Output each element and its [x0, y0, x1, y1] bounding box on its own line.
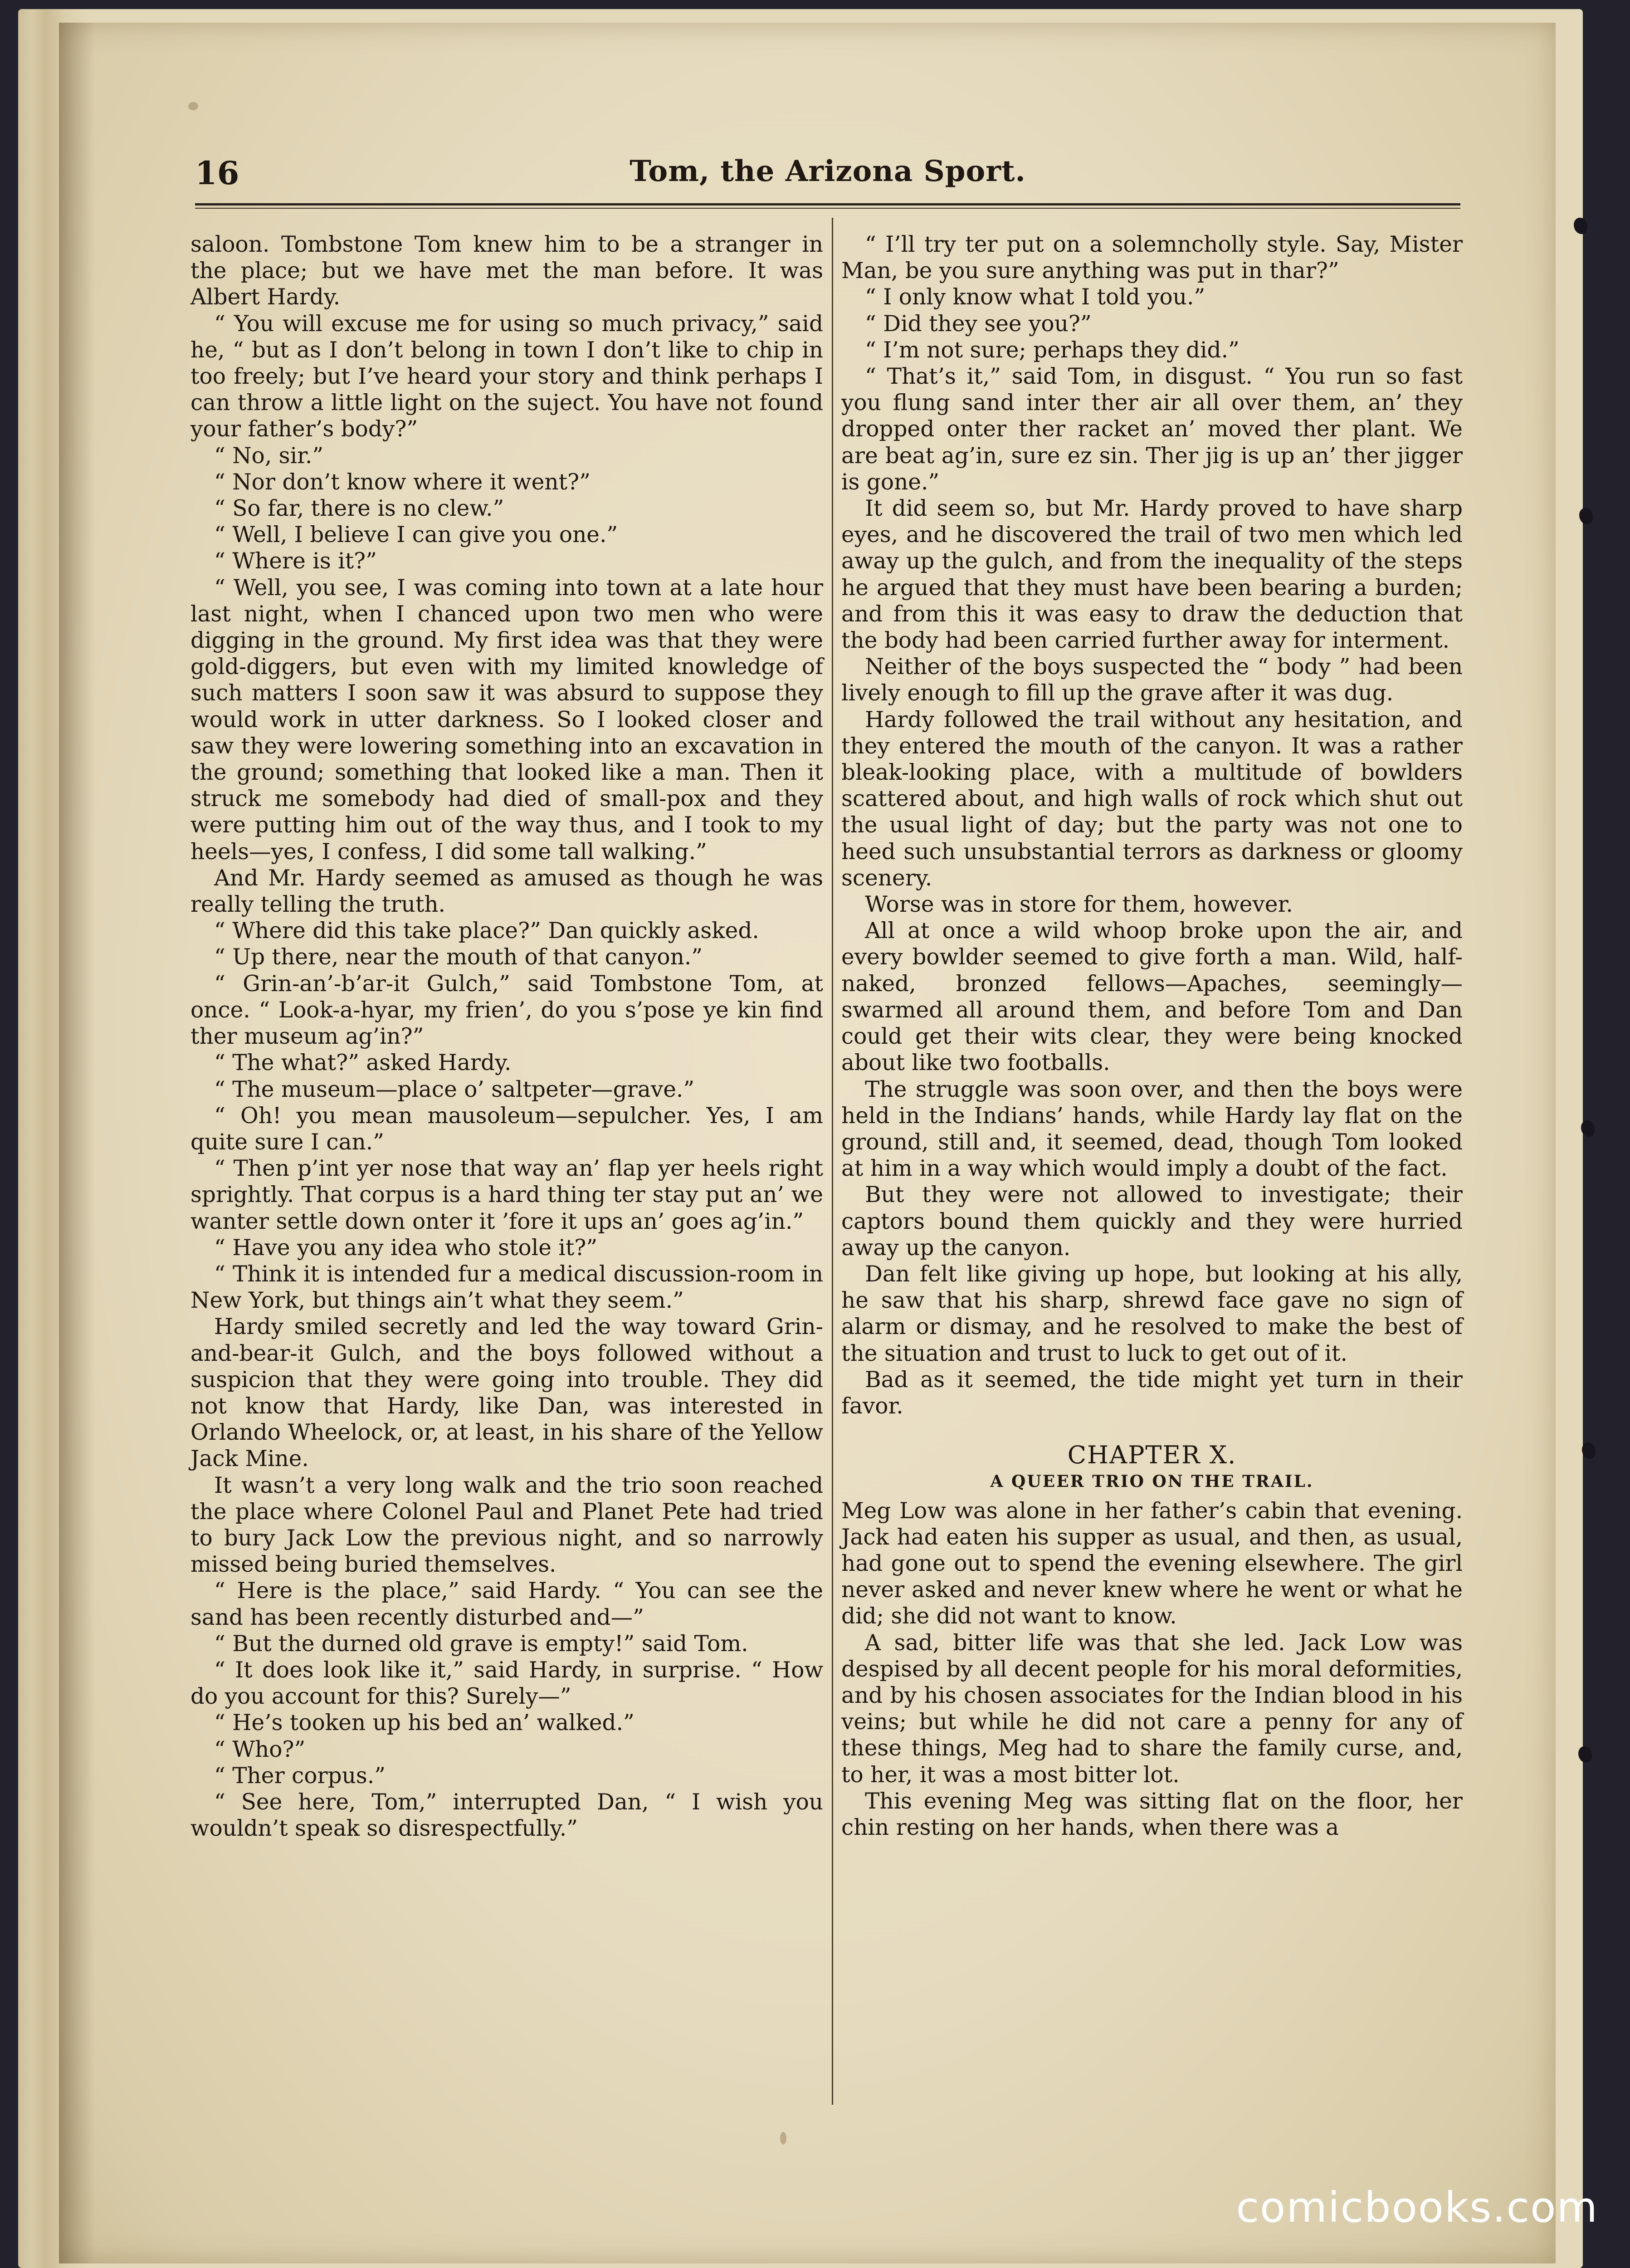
- paragraph: And Mr. Hardy seemed as amused as though he was really telling the truth.: [190, 865, 823, 918]
- column-rule: [832, 218, 833, 2105]
- paper-spot: [188, 102, 198, 110]
- paragraph: All at once a wild whoop broke upon the air, and every bowlder seemed to give forth a man. Wild, half-naked, bronzed fellows—Apaches, seemingly—swarmed all around them, and before Tom and Dan could get their wits clear, they were being knocked about like two footballs.: [841, 918, 1463, 1076]
- paragraph: “ Where is it?”: [214, 548, 377, 574]
- paragraph: “ See here, Tom,” interrupted Dan, “ I wish you wouldn’t speak so disrespectfully.”: [190, 1789, 823, 1842]
- gutter-shadow: [59, 23, 95, 2263]
- paragraph: “ Grin-an’-b’ar-it Gulch,” said Tombstone Tom, at once. “ Look-a-hyar, my frien’, do you s’pose ye kin find ther museum ag’in?”: [190, 971, 823, 1050]
- paper-spot: [780, 2132, 786, 2145]
- paragraph: “ Well, you see, I was coming into town at a late hour last night, when I chanced upon two men who were digging in the ground. My first idea was that they were gold-diggers, but even with my limited knowledge of such matters I soon saw it was absurd to suppose they would work in utter darkness. So I looked closer and saw they were lowering something into an excavation in the ground; something that looked like a man. Then it struck me somebody had died of small-pox and they were putting him out of the way thus, and I took to my heels—yes, I confess, I did some tall walking.”: [190, 575, 823, 865]
- paragraph: “ Have you any idea who stole it?”: [214, 1235, 598, 1261]
- chapter-subtitle: A QUEER TRIO ON THE TRAIL.: [990, 1472, 1314, 1491]
- paragraph: A sad, bitter life was that she led. Jack Low was despised by all decent people for his moral deformities, and by his chosen associates for the Indian blood in his veins; but while he did not care a penny for any of these things, Meg had to share the family curse, and, to her, it was a most bitter lot.: [841, 1630, 1463, 1788]
- paragraph: “ But the durned old grave is empty!” said Tom.: [214, 1631, 748, 1657]
- paragraph: It wasn’t a very long walk and the trio soon reached the place where Colonel Paul and Planet Pete had tried to bury Jack Low the previous night, and so narrowly missed being buried themselves.: [190, 1472, 823, 1578]
- paragraph: “ Oh! you mean mausoleum—sepulcher. Yes, I am quite sure I can.”: [190, 1103, 823, 1155]
- page-header: [195, 150, 1460, 200]
- watermark: comicbooks.com: [1236, 2183, 1598, 2232]
- paragraph: “ Then p’int yer nose that way an’ flap yer heels right sprightly. That corpus is a hard thing ter stay put an’ we wanter settle down onter it ’fore it ups an’ goes ag’in.”: [190, 1156, 823, 1234]
- right-column: [841, 231, 1463, 1841]
- paragraph: “ He’s tooken up his bed an’ walked.”: [214, 1710, 634, 1736]
- page-number: 16: [195, 154, 239, 192]
- paragraph: Hardy smiled secretly and led the way toward Grin-and-bear-it Gulch, and the boys followed without a suspicion that they were going into trouble. They did not know that Hardy, like Dan, was interested in Orlando Wheelock, or, at least, in his share of the Yellow Jack Mine.: [190, 1314, 823, 1472]
- paragraph: “ It does look like it,” said Hardy, in surprise. “ How do you account for this? Surely—”: [190, 1657, 823, 1710]
- paragraph: “ Nor don’t know where it went?”: [214, 469, 591, 495]
- paragraph: “ I only know what I told you.”: [865, 284, 1205, 310]
- paragraph: It did seem so, but Mr. Hardy proved to have sharp eyes, and he discovered the trail of two men which led away up the gulch, and from the inequality of the steps he argued that they must have been bearing a burden; and from this it was easy to draw the deduction that the body had been carried further away for interment.: [841, 496, 1463, 654]
- paragraph: “ Well, I believe I can give you one.”: [214, 522, 618, 548]
- paragraph: “ Did they see you?”: [865, 311, 1092, 337]
- paragraph: “ No, sir.”: [214, 443, 324, 469]
- header-rule: [195, 203, 1460, 205]
- paragraph: Worse was in store for them, however.: [865, 892, 1293, 918]
- running-title: Tom, the Arizona Sport.: [630, 154, 1026, 188]
- paragraph: “ Ther corpus.”: [214, 1763, 386, 1789]
- paragraph: “ Here is the place,” said Hardy. “ You can see the sand has been recently disturbed and—”: [190, 1578, 823, 1630]
- chapter-title: CHAPTER X.: [1067, 1441, 1237, 1470]
- paragraph: “ Where did this take place?” Dan quickly asked.: [214, 918, 759, 944]
- paragraph: saloon. Tombstone Tom knew him to be a stranger in the place; but we have met the man before. It was Albert Hardy.: [190, 232, 823, 310]
- paragraph: Neither of the boys suspected the “ body ” had been lively enough to fill up the grave after it was dug.: [841, 654, 1463, 706]
- header-rule-thin: [195, 208, 1460, 209]
- paragraph: But they were not allowed to investigate; their captors bound them quickly and they were hurried away up the canyon.: [841, 1182, 1463, 1261]
- paragraph: The struggle was soon over, and then the boys were held in the Indians’ hands, while Hardy lay flat on the ground, still and, it seemed, dead, though Tom looked at him in a way which would imply a doubt of the fact.: [841, 1076, 1463, 1182]
- paragraph: This evening Meg was sitting flat on the floor, her chin resting on her hands, when there was a: [841, 1788, 1463, 1840]
- paragraph: “ I’ll try ter put on a solemncholly style. Say, Mister Man, be you sure anything was put in thar?”: [841, 232, 1463, 284]
- paragraph: “ That’s it,” said Tom, in disgust. “ You run so fast you flung sand inter ther air all over them, an’ they dropped onter ther racket an’ moved ther plant. We are beat ag’in, sure ez sin. Ther jig is up an’ ther jigger is gone.”: [841, 364, 1463, 495]
- paragraph: “ I’m not sure; perhaps they did.”: [865, 337, 1240, 363]
- paragraph: Hardy followed the trail without any hesitation, and they entered the mouth of the canyon. It was a rather bleak-looking place, with a multitude of bowlders scattered about, and high walls of rock which shut out the usual light of day; but the party was not one to heed such unsubstantial terrors as darkness or gloomy scenery.: [841, 707, 1463, 891]
- paragraph: Bad as it seemed, the tide might yet turn in their favor.: [841, 1367, 1463, 1419]
- paragraph: “ The museum—place o’ saltpeter—grave.”: [214, 1076, 695, 1102]
- paragraph: Dan felt like giving up hope, but looking at his ally, he saw that his sharp, shrewd face gave no sign of alarm or dismay, and he resolved to make the best of the situation and trust to luck to get out of it.: [841, 1261, 1463, 1366]
- paragraph: “ So far, there is no clew.”: [214, 496, 504, 522]
- paragraph: “ You will excuse me for using so much privacy,” said he, “ but as I don’t belong in town I don’t like to chip in too freely; but I’ve heard your story and think perhaps I can throw a little light on the suject. You have not found your father’s body?”: [190, 311, 823, 442]
- paragraph: “ Think it is intended fur a medical discussion-room in New York, but things ain’t what they seem.”: [190, 1261, 823, 1314]
- paragraph: “ The what?” asked Hardy.: [214, 1050, 512, 1076]
- paragraph: “ Who?”: [214, 1736, 306, 1762]
- left-column: [190, 231, 823, 1842]
- paragraph: “ Up there, near the mouth of that canyon.”: [214, 944, 703, 970]
- paragraph: Meg Low was alone in her father’s cabin that evening. Jack had eaten his supper as usual, and then, as usual, had gone out to spend the evening elsewhere. The girl never asked and never knew where he went or what he did; she did not want to know.: [841, 1498, 1463, 1629]
